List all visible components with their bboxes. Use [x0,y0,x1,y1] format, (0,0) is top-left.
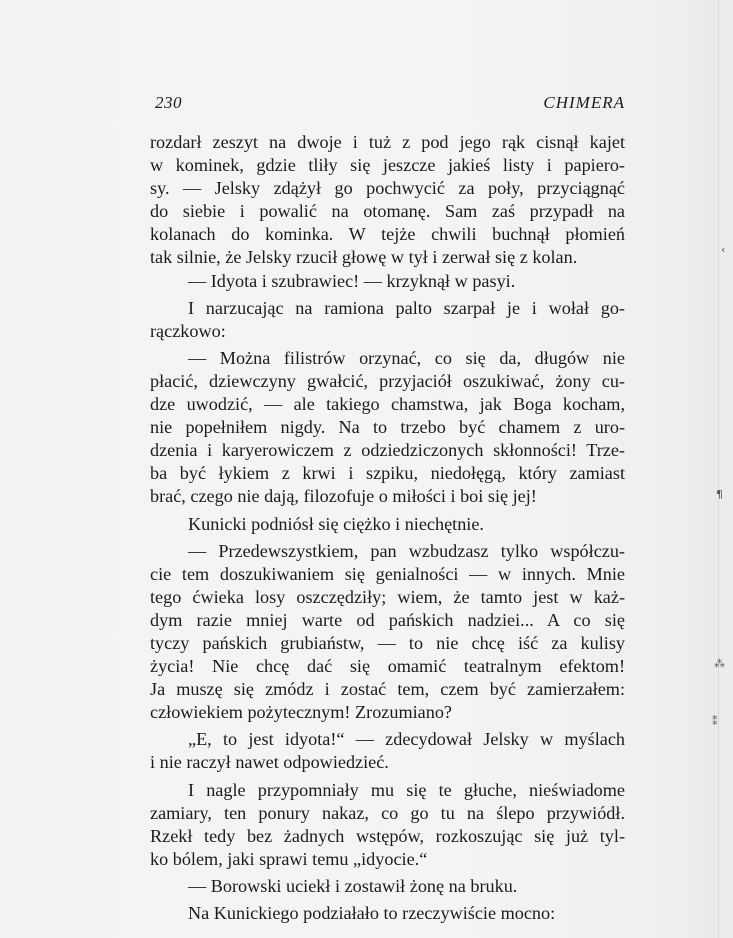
text-line: dze uwodzić, — ale takiego chamstwa, jak Boga kocham, [150,394,625,415]
text-line: Rzekł tedy bez żadnych wstępów, rozkoszując się już tyl- [150,825,625,846]
text-line: — Idyota i szubrawiec! — krzyknął w pasyi. [188,270,516,291]
text-line: — Borowski uciekł i zostawił żonę na bruku. [188,875,518,896]
text-line: człowiekiem pożytecznym! Zrozumiano? [150,702,452,723]
text-line: Na Kunickiego podziałało to rzeczywiście mocno: [188,903,556,923]
text-line: „E, to jest idyota!“ — zdecydował Jelsky w myślach [188,729,625,750]
text-line: dym razie mniej warte od pańskich nadziei... A co się [150,609,625,630]
paragraph [150,779,625,871]
text-line: nie popełniłem nigdy. Na to trzebo być chamem z uro- [150,417,625,438]
paragraph [150,902,625,925]
paragraph [150,297,625,343]
paragraph [150,347,625,509]
margin-mark-icon: ‹ [721,243,726,256]
paragraph [150,540,625,725]
text-line: płacić, dziewczyny gwałcić, przyjaciół oszukiwać, żony cu- [150,370,625,391]
text-line: Ja muszę się zmódz i zostać tem, czem być zamierzałem: [150,679,625,700]
paragraph [150,131,625,270]
text-line: ko bólem, jaki sprawi temu „idyocie.“ [150,848,428,869]
text-line: tak silnie, że Jelsky rzucił głowę w tył i zerwał się z kolan. [150,247,578,268]
text-line: — Można filistrów orzynać, co się da, długów nie [188,347,625,368]
margin-mark-icon: ¶ [716,488,723,501]
text-line: — Przedewszystkiem, pan wzbudzasz tylko współczu- [188,540,625,561]
paragraph [150,728,625,774]
margin-mark-icon: ⁂ [714,657,725,670]
text-line: i nie raczył nawet odpowiedzieć. [150,752,389,773]
text-line: życia! Nie chcę dać się omamić teatralnym efektom! [150,656,625,677]
margin-mark-icon: ⁑ [712,715,718,728]
running-title: CHIMERA [543,93,625,112]
paragraph [150,513,625,536]
page-margin-right [719,0,733,938]
text-line: brać, czego nie dają, filozofuje o miłości i boi się jej! [150,486,537,507]
paragraph [150,270,625,293]
text-line: tego ćwieka losy oszczędziły; wiem, że tamto jest w każ- [150,586,625,607]
text-line: kolanach do kominka. W tejże chwili buchnął płomień [150,224,625,245]
page-header [155,93,625,117]
page-edge-line [718,0,719,938]
text-line: rozdarł zeszyt na dwoje i tuż z pod jego rąk cisnął kajet [150,132,625,152]
page-number: 230 [155,93,182,112]
text-line: tyczy pańskich grubiaństw, — to nie chcę iść za kulisy [150,632,625,653]
text-line: sy. — Jelsky zdążył go pochwycić za poły, przyciągnąć [150,178,625,199]
text-line: w kominek, gdzie tliły się jeszcze jakieś listy i papiero- [150,155,625,176]
text-line: I narzucając na ramiona palto szarpał je i wołał go- [188,297,625,318]
text-line: cie tem doszukiwaniem się genialności — w innych. Mnie [150,563,625,584]
text-line: ba być łykiem z krwi i szpiku, niedołęgą, który zamiast [150,463,625,484]
text-line: dzenia i karyerowiczem z odziedziczonych skłonności! Trze- [150,440,625,461]
text-line: rączkowo: [150,320,226,341]
text-line: zamiary, ten ponury nakaz, co go tu na ślepo przywiódł. [150,802,625,823]
body-text [150,131,625,925]
text-line: do siebie i powalić na otomanę. Sam zaś przypadł na [150,201,625,222]
text-line: I nagle przypomniały mu się te głuche, nieświadome [188,779,625,800]
text-line: Kunicki podniósł się ciężko i niechętnie. [188,513,484,534]
paragraph [150,875,625,898]
